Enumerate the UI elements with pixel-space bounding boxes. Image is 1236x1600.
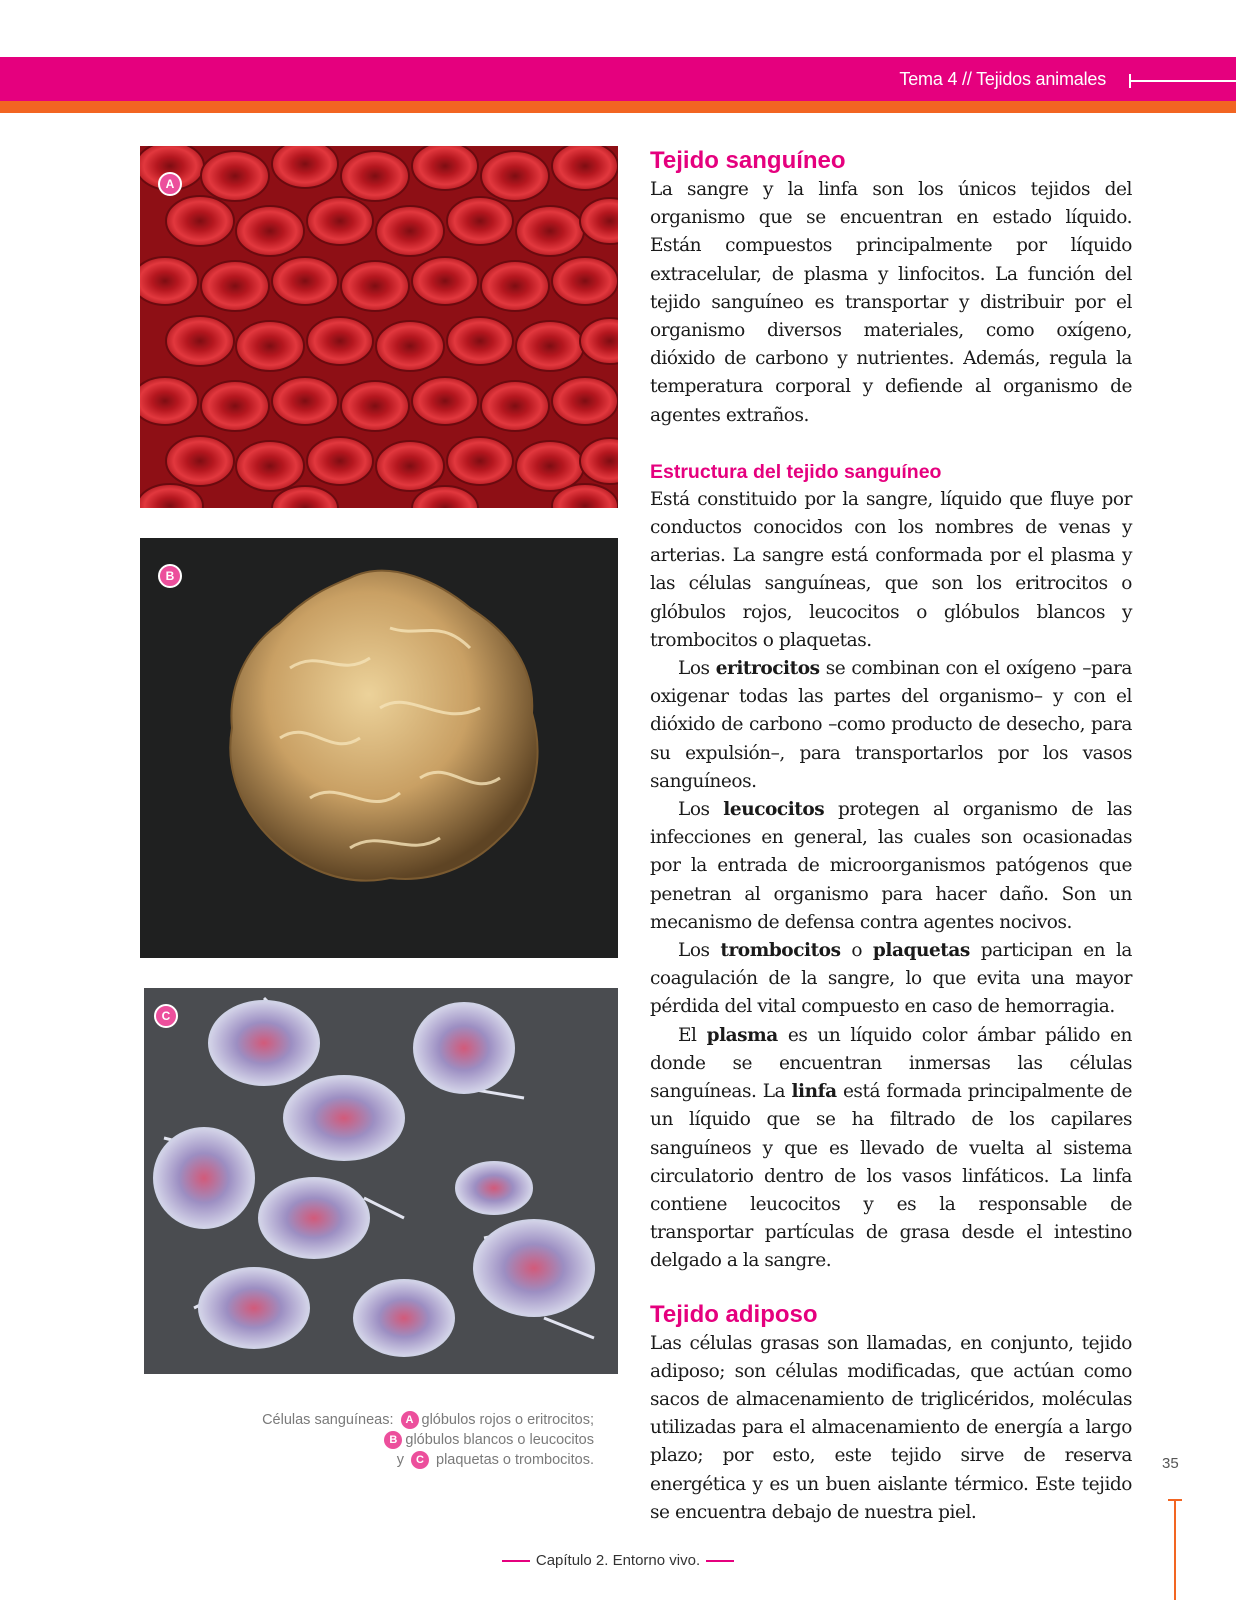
footer <box>0 1552 1236 1569</box>
text-run: protegen al organismo de las infecciones en general, las cuales son ocasionadas por la entrada de microorganismos patógenos que penetran al organismo para hacer daño. Son un mecanismo de defensa contra agentes nocivos. <box>650 799 1132 933</box>
image-white-blood-cell <box>140 538 618 958</box>
page-rule <box>1174 1500 1176 1600</box>
paragraph-estructura-intro: Está constituido por la sangre, líquido que fluye por conductos conocidos con los nombres de venas y arterias. La sangre está conformada por el plasma y las células sanguíneas, que son los eritrocitos o glóbulos rojos, leucocitos o glóbulos blancos y trombocitos o plaquetas. <box>650 488 1132 651</box>
red-blood-cells-illustration <box>140 146 618 508</box>
footer-dash-left <box>502 1560 530 1562</box>
paragraph-eritrocitos <box>650 655 1132 796</box>
section-title-estructura: Estructura del tejido sanguíneo <box>650 460 942 483</box>
text-run: Los <box>678 940 710 962</box>
header-topic: Tema 4 // Tejidos animales <box>899 69 1106 89</box>
text-run: El <box>678 1024 697 1046</box>
footer-title: Entorno vivo. <box>612 1552 701 1569</box>
badge-a: A <box>158 172 182 196</box>
caption-line-3 <box>214 1450 594 1470</box>
white-blood-cell-illustration <box>140 538 618 958</box>
caption-a-text: glóbulos rojos o eritrocitos; <box>421 1412 594 1428</box>
term-trombocitos: trombocitos <box>720 940 841 962</box>
text-run: o <box>851 940 863 962</box>
text-run: es un líquido color ámbar pálido en donde se encuentran inmersas las células sanguíneas. La <box>650 1024 1133 1103</box>
image-red-blood-cells <box>140 146 618 508</box>
section-title-tejido-sanguineo: Tejido sanguíneo <box>650 147 846 174</box>
badge-b: B <box>158 564 182 588</box>
paragraph-tejido-adiposo: Las células grasas son llamadas, en conjunto, tejido adiposo; son células modificadas, que actúan como sacos de almacenamiento de triglicéridos, moléculas utilizadas para el almacenamiento de energía a largo plazo; por esto, este tejido sirve de reserva energética y es un buen aislante térmico. Este tejido se encuentra debajo de nuestra piel. <box>650 1332 1132 1523</box>
term-linfa: linfa <box>791 1081 837 1103</box>
paragraph-tejido-sanguineo: La sangre y la linfa son los únicos tejidos del organismo que se encuentran en estado líquido. Están compuestos principalmente por líquido extracelular, de plasma y linfocitos. La función del tejido sanguíneo es transportar y distribuir por el organismo diversos materiales, como oxígeno, dióxido de carbono y nutrientes. Además, regula la temperatura corporal y defiende al organismo de agentes extraños. <box>650 179 1132 426</box>
page-number: 35 <box>1162 1455 1179 1472</box>
caption-badge-c: C <box>411 1451 429 1469</box>
header-rule <box>1130 80 1236 82</box>
image-platelets <box>144 988 618 1374</box>
text-run: Los <box>678 658 710 680</box>
footer-chapter: Capítulo 2. <box>535 1552 609 1569</box>
term-plaquetas: plaquetas <box>872 940 970 962</box>
caption-c-text: plaquetas o trombocitos. <box>436 1452 594 1468</box>
paragraph-trombocitos <box>650 937 1132 1022</box>
text-run: se combinan con el oxígeno –para oxigenar todas las partes del organismo– y con el dióxido de carbono –como producto de desecho, para su expulsión–, para transportarlos por los vasos sanguíneos. <box>650 658 1133 792</box>
caption-badge-b: B <box>384 1431 402 1449</box>
figure-caption <box>214 1410 594 1470</box>
text-column <box>650 146 1132 1527</box>
text-run: participan en la coagulación de la sangre, lo que evita una mayor pérdida del vital compuesto en caso de hemorragia. <box>650 940 1133 1018</box>
paragraph-plasma <box>650 1022 1132 1276</box>
text-run: está formada principalmente de un líquido que se ha filtrado de los capilares sanguíneos y que es llevado de vuelta al sistema circulatorio dentro de los vasos linfáticos. La linfa contiene leucocitos y es la responsable de transportar partículas de grasa desde el intestino delgado a la sangre. <box>650 1081 1132 1272</box>
text-run: Los <box>678 799 710 821</box>
term-plasma: plasma <box>706 1024 778 1046</box>
platelets-illustration <box>144 988 618 1374</box>
caption-line-2 <box>214 1430 594 1450</box>
caption-lead: Células sanguíneas: <box>262 1412 394 1428</box>
term-leucocitos: leucocitos <box>723 799 825 821</box>
header-stripe <box>0 101 1236 113</box>
caption-conj: y <box>396 1452 404 1468</box>
section-title-tejido-adiposo: Tejido adiposo <box>650 1300 818 1328</box>
caption-badge-a: A <box>401 1411 419 1429</box>
footer-dash-right <box>706 1560 734 1562</box>
badge-c: C <box>154 1004 178 1028</box>
caption-line-1 <box>214 1410 594 1430</box>
term-eritrocitos: eritrocitos <box>715 658 820 680</box>
caption-b-text: glóbulos blancos o leucocitos <box>405 1432 594 1448</box>
paragraph-leucocitos <box>650 796 1132 937</box>
